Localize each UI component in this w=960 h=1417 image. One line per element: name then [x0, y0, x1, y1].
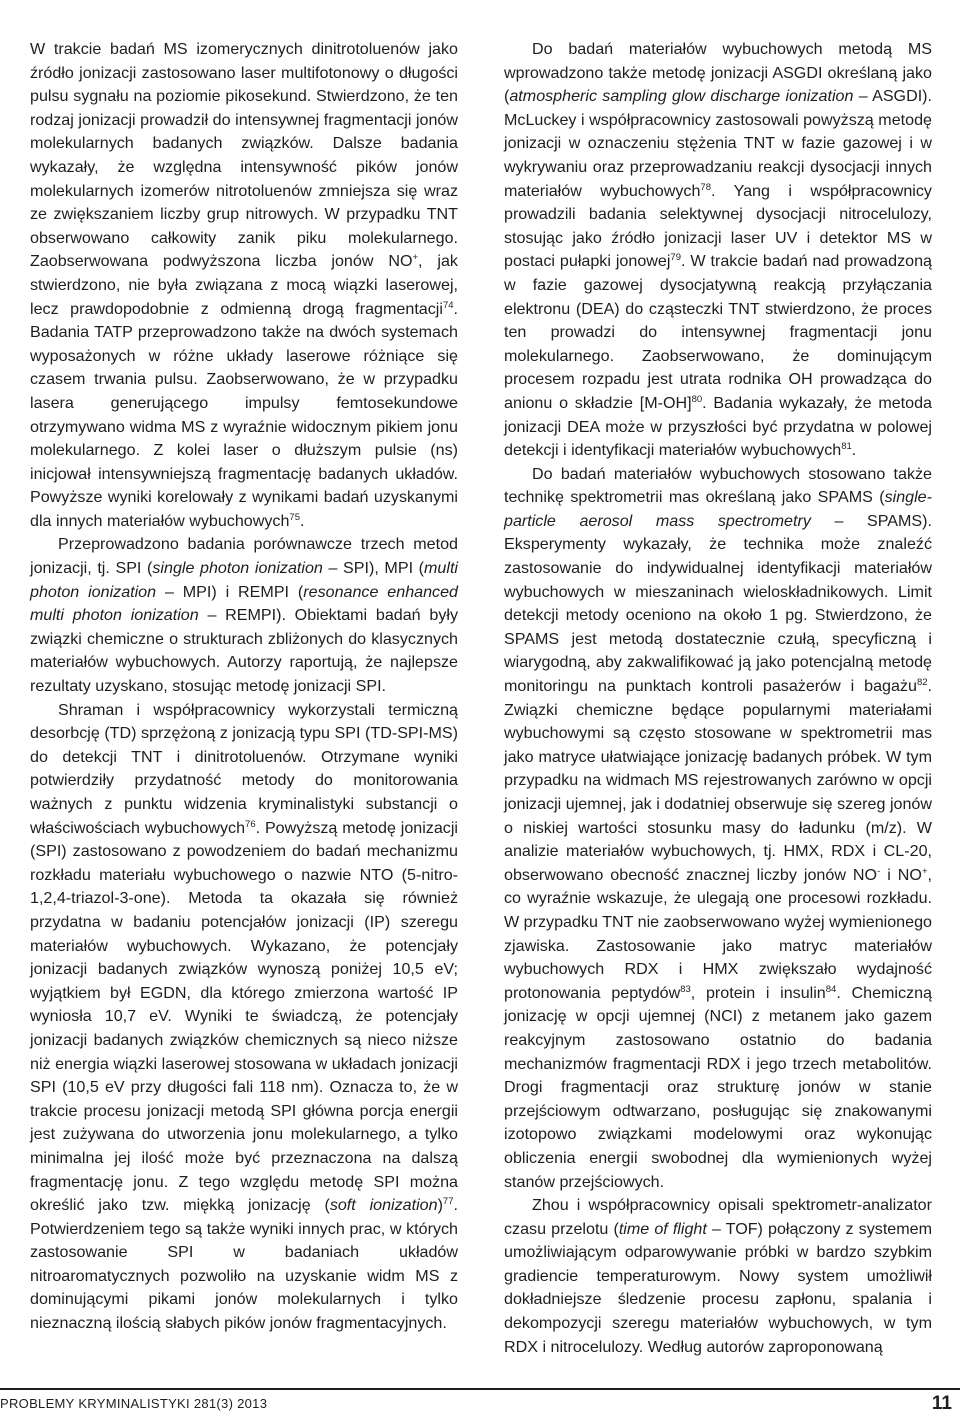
paragraph: Do badań materiałów wybuchowych stosowano także technikę spektrometrii mas określaną jako SPAMS (single-particle aerosol mass spectrometry – SPAMS). Eksperymenty wykazały, że technika może znaleźć zastosowanie do indywidualnej identyfikacji materiałów wybuchowych w mieszaninach wieloskładnikowych. Limit detekcji metody oceniono na około 1 pg. Stwierdzono, że SPAMS jest metodą dostatecznie czułą, specyficzną i wiarygodną, aby zakwalifikować ją jako potencjalną metodę monitoringu na punktach kontroli pasażerów i bagażu$^{82}$. Związki chemiczne będące popularnymi materiałami wybuchowymi są często stosowane w spektrometrii mas jako matryce ułatwiające jonizację badanych próbek. W tym przypadku na widmach MS rejestrowanych zarówno w opcji jonizacji ujemnej, jak i dodatniej obserwuje się szereg jonów o niskiej wartości stosunku masy do ładunku (m/z). W analizie materiałów wybuchowych, tj. HMX, RDX i CL-20, obserwowano obecność znacznej liczby jonów NO- i NO+, co wyraźnie wskazuje, że ulegają one procesowi rozkładu. W przypadku TNT nie zaobserwowano wyżej wymienionego zjawiska. Zastosowanie jako matryc materiałów wybuchowych RDX i HMX zwiększało wydajność protonowania peptydów$^{83}$, protein i insulin$^{84}$. Chemiczną jonizację w opcji ujemnej (NCI) z metanem jako gazem reakcyjnym zastosowano ostatnio do badania mechanizmów fragmentacji RDX i jego trzech metabolitów. Drogi fragmentacji oraz strukturę jonów w stanie przejściowym odtwarzano, posługując się znakowanymi izotopowo związkami modelowymi oraz wykonując obliczenia energii swobodnej dla wymienionych wyżej stanów przejściowych. [504, 464, 932, 1191]
paragraph: W trakcie badań MS izomerycznych dinitrotoluenów jako źródło jonizacji zastosowano laser multifotonowy o długości pulsu sygnału na poziomie pikosekund. Stwierdzono, że ten rodzaj jonizacji prowadził do intensywnej fragmentacji jonów molekularnych badanych związków. Dalsze badania wykazały, że względna intensywność pików jonów molekularnych izomerów nitrotoluenów zmniejsza się wraz ze zwiększaniem liczby grup nitrowych. W przypadku TNT obserwowano całkowity zanik piku molekularnego. Zaobserwowana podwyższona liczba jonów NO+, jak stwierdzono, nie była związana z mocą wiązki laserowej, lecz prawdopodobnie z odmienną drogą fragmentacji$^{74}$. Badania TATP przeprowadzono także na dwóch systemach wyposażonych w różne układy laserowe różniące się czasem trwania pulsu. Zaobserwowano, że w przypadku lasera generującego impulsy femtosekundowe otrzymywano widma MS z wyraźnie widocznym pikiem jonu molekularnego. Z kolei laser o dłuższym pulsie (ns) inicjował intensywniejszą fragmentację badanych układów. Powyższe wyniki korelowały z wynikami badań uzyskanymi dla innych materiałów wybuchowych$^{75}$. [30, 40, 458, 530]
paragraph: Do badań materiałów wybuchowych metodą MS wprowadzono także metodę jonizacji ASGDI określaną jako (atmospheric sampling glow discharge ionization – ASGDI). McLuckey i współpracownicy zastosowali powyższą metodę jonizacji w oznaczeniu stężenia TNT w fazie gazowej i w wykrywaniu oraz przeprowadzaniu reakcji dysocjacji innych materiałów wybuchowych$^{78}$. Yang i współpracownicy prowadzili badania selektywnej dysocjacji nitrocelulozy, stosując jako źródło jonizacji laser UV i detektor MS w postaci pułapki jonowej$^{79}$. W trakcie badań nad prowadzoną w fazie gazowej dysocjatywną reakcją przyłączania elektronu (DEA) do cząsteczki TNT stwierdzono, że proces ten prowadzi do intensywnej fragmentacji jonu molekularnego. Zaobserwowano, że dominującym procesem rozpadu jest utrata rodnika OH prowadząca do anionu o składzie $[M-OH]^{80}$. Badania wykazały, że metoda jonizacji DEA może w przyszłości być przydatna w polowej detekcji i identyfikacji materiałów wybuchowych$^{81}$. [504, 40, 932, 460]
right-column [504, 38, 932, 1359]
paragraph: Zhou i współpracownicy opisali spektrometr-analizator czasu przelotu (time of flight – TOF) połączony z systemem umożliwiającym odparowywanie próbki w bardzo szybkim gradiencie temperaturowym. Nowy system umożliwił dokładniejsze śledzenie procesu zapłonu, spalania i dekompozycji szeregu materiałów wybuchowych, w tym RDX i nitrocelulozy. Według autorów zaproponowaną [504, 1196, 932, 1356]
footer-rule [0, 1388, 960, 1390]
paragraph: Przeprowadzono badania porównawcze trzech metod jonizacji, tj. SPI (single photon ionization – SPI), MPI (multi photon ionization – MPI) i REMPI (resonance enhanced multi photon ionization – REMPI). Obiektami badań były związki chemiczne o strukturach zbliżonych do klasycznych materiałów wybuchowych. Autorzy raportują, że najlepsze rezultaty uzyskano, stosując metodę jonizacji SPI. [30, 535, 458, 696]
left-column [30, 38, 458, 1336]
page-number: 11 [931, 1393, 952, 1414]
paragraph: Shraman i współpracownicy wykorzystali termiczną desorbcję (TD) sprzężoną z jonizacją typu SPI (TD-SPI-MS) do detekcji TNT i dinitrotoluenów. Otrzymane wyniki potwierdziły przydatność metody do monitorowania ważnych z punktu widzenia kryminalistyki substancji o właściwościach wybuchowych$^{76}$. Powyższą metodę jonizacji (SPI) zastosowano z powodzeniem do badań mechanizmu rozkładu materiału wybuchowego o nazwie NTO (5-nitro-1,2,4-triazol-3-one). Metoda ta okazała się również przydatna w badaniu potencjałów jonizacji (IP) szeregu materiałów wybuchowych. Wykazano, że potencjały jonizacji badanych związków wynoszą poniżej 10,5 eV; wyjątkiem był EGDN, dla którego zmierzona wartość IP wyniosła 10,7 eV. Wyniki te świadczą, że potencjały jonizacji badanych związków chemicznych są nieco niższe niż energia wiązki laserowej stosowana w układach jonizacji SPI (10,5 eV przy długości fali 118 nm). Oznacza to, że w trakcie procesu jonizacji metodą SPI główna porcja energii jest zużywana do utworzenia jonu molekularnego, a tylko minimalna jej ilość może być przeznaczona na dalszą fragmentację jonu. Z tego względu metodę SPI można określić jako tzw. miękką jonizację (soft ionization)$^{77}$. Potwierdzeniem tego są także wyniki innych prac, w których zastosowanie SPI w badaniach układów nitroaromatycznych pozwoliło na uzyskanie widm MS z dominującymi pikami jonów molekularnych i tylko nieznaczną ilością słabych pików jonów fragmentacyjnych. [30, 700, 458, 1333]
journal-title: PROBLEMY KRYMINALISTYKI 281(3) 2013 [0, 1396, 268, 1411]
